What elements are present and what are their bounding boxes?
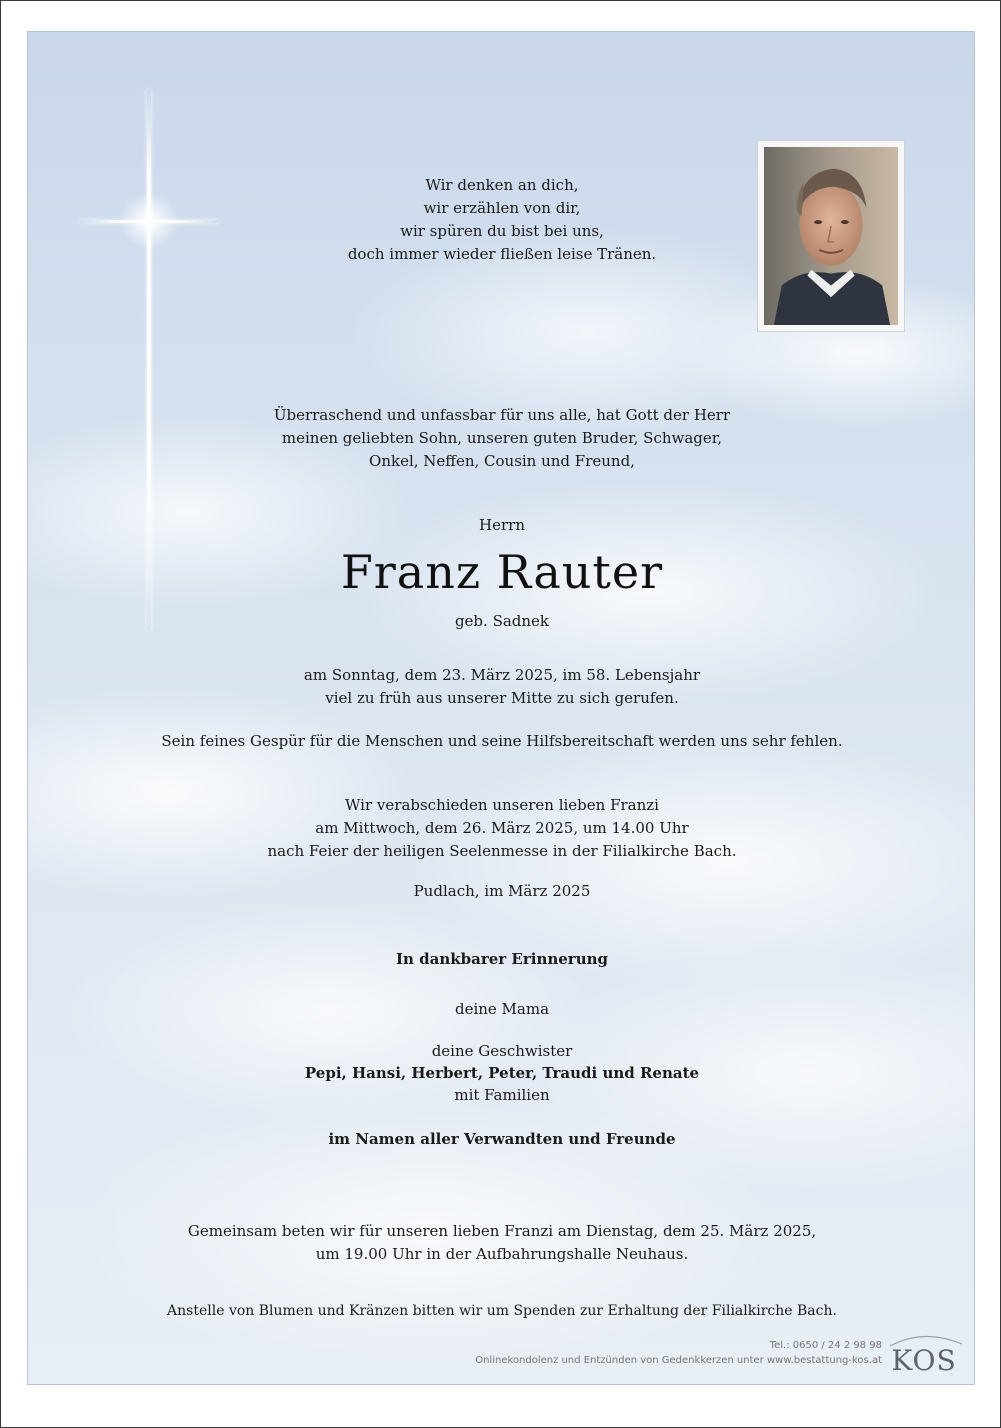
death-info-line: viel zu früh aus unserer Mitte zu sich gerufen. (325, 689, 679, 707)
poem-line: doch immer wieder fließen leise Tränen. (347, 245, 657, 263)
donation-note: Anstelle von Blumen und Kränzen bitten wir um Spenden zur Erhaltung der Filialkirche Bach. (167, 1303, 837, 1319)
prayer-line: um 19.00 Uhr in der Aufbahrungshalle Neuhaus. (315, 1245, 689, 1263)
siblings-families: mit Familien (454, 1086, 550, 1104)
siblings-label: deine Geschwister (431, 1042, 573, 1060)
farewell-line: nach Feier der heiligen Seelenmesse in der Filialkirche Bach. (267, 842, 737, 860)
obituary-card (27, 31, 975, 1385)
farewell-line: am Mittwoch, dem 26. März 2025, um 14.00 Uhr (315, 819, 689, 837)
place-date: Pudlach, im März 2025 (413, 882, 591, 900)
tribute: Sein feines Gespür für die Menschen und seine Hilfsbereitschaft werden uns sehr fehlen. (161, 732, 843, 750)
prayer-block (28, 1220, 975, 1266)
footer-tel: Tel.: 0650 / 24 2 98 98 (769, 1340, 882, 1351)
intro-line: Onkel, Neffen, Cousin und Freund, (369, 452, 635, 470)
logo-text: KOS (891, 1344, 957, 1377)
intro-line: Überraschend und unfassbar für uns alle, hat Gott der Herr (273, 406, 731, 424)
death-info-block (28, 664, 975, 710)
intro-block (28, 404, 975, 473)
poem-block (28, 174, 975, 266)
farewell-block (28, 794, 975, 863)
poem-line: wir erzählen von dir, (423, 199, 581, 217)
poem-line: wir spüren du bist bei uns, (400, 222, 604, 240)
death-info-line: am Sonntag, dem 23. März 2025, im 58. Lebensjahr (303, 666, 701, 684)
mother: deine Mama (454, 1000, 550, 1018)
remembrance-heading: In dankbarer Erinnerung (395, 950, 609, 968)
birth-name: geb. Sadnek (454, 612, 550, 630)
relatives: im Namen aller Verwandten und Freunde (328, 1130, 676, 1148)
intro-line: meinen geliebten Sohn, unseren guten Bruder, Schwager, (281, 429, 723, 447)
kos-logo (884, 1332, 966, 1378)
farewell-line: Wir verabschieden unseren lieben Franzi (345, 796, 659, 814)
siblings-names: Pepi, Hansi, Herbert, Peter, Traudi und Renate (304, 1064, 700, 1082)
poem-line: Wir denken an dich, (425, 176, 579, 194)
footer-online: Onlinekondolenz und Entzünden von Gedenkkerzen unter www.bestattung-kos.at (475, 1355, 882, 1366)
salutation: Herrn (479, 516, 525, 534)
prayer-line: Gemeinsam beten wir für unseren lieben Franzi am Dienstag, dem 25. März 2025, (187, 1222, 817, 1240)
deceased-name: Franz Rauter (340, 545, 664, 599)
